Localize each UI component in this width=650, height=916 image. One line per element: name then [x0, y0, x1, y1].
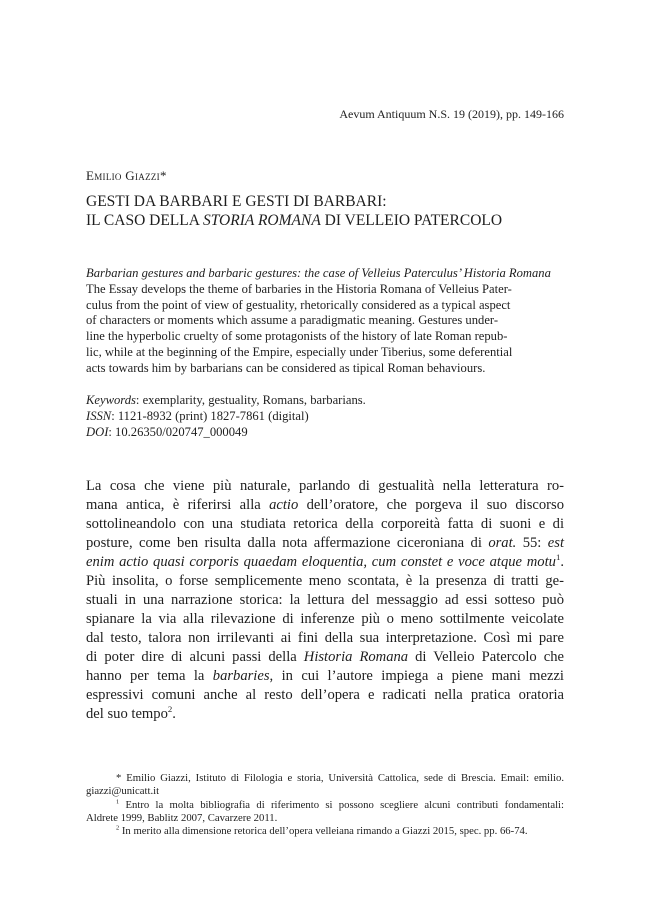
- text-run: .: [560, 554, 564, 570]
- text-run: posture, come ben risulta dalla nota affermazione ciceroniana di: [86, 535, 489, 551]
- issn-label: ISSN: [86, 408, 112, 423]
- footnote-ref-1[interactable]: 1: [555, 552, 561, 563]
- title-line-1: GESTI DA BARBARI E GESTI DI BARBARI:: [86, 193, 387, 210]
- footnote-1: [86, 799, 564, 812]
- doi-label: DOI: [86, 424, 109, 439]
- footnote-text: * Emilio Giazzi, Istituto di Filologia e storia, Università Cattolica, sede di Brescia. Email: emilio.: [116, 772, 564, 784]
- doi-value: : 10.26350/020747_000049: [108, 424, 248, 439]
- footnote-text: In merito alla dimensione retorica dell’opera velleiana rimando a Giazzi 2015, spec. pp. 66-74.: [119, 825, 528, 838]
- italic-quote: est: [547, 535, 564, 551]
- abstract-line: of characters or moments which assume a paradigmatic meaning. Gestures under-: [86, 313, 499, 328]
- body-line: dal testo, talora non irrilevanti ai fini della sua interpretazione. Così mi pare: [86, 630, 564, 646]
- title-line-2-italic: STORIA ROMANA: [202, 212, 321, 229]
- keywords-value: : exemplarity, gestuality, Romans, barbarians.: [135, 393, 366, 407]
- footnote-ref-2[interactable]: 2: [167, 704, 173, 715]
- abstract: [86, 266, 564, 377]
- text-run: , in cui l’autore impiega a piene mani mezzi: [269, 668, 564, 684]
- footnote-1-cont: Aldrete 1999, Bablitz 2007, Cavarzere 2011.: [86, 811, 278, 824]
- article-title: [86, 192, 566, 230]
- italic-term: orat.: [488, 535, 517, 551]
- keywords: [86, 393, 564, 409]
- doi: [86, 425, 564, 441]
- footnote-author-cont: giazzi@unicatt.it: [86, 785, 160, 798]
- text-run: di Velleio Patercolo che: [408, 649, 565, 665]
- abstract-line: culus from the point of view of gestuality, rhetorically considered as a typical aspect: [86, 297, 511, 312]
- title-line-2-post: DI VELLEIO PATERCOLO: [320, 212, 503, 229]
- text-run: del suo tempo: [86, 706, 168, 722]
- issn: [86, 409, 564, 425]
- text-run: .: [172, 706, 176, 722]
- footnote-text: Entro la molta bibliografia di riferimento si possono scegliere alcuni contributi fondamentali:: [119, 798, 564, 811]
- abstract-line: acts towards him by barbarians can be considered as tipical Roman behaviours.: [86, 360, 486, 375]
- body-line: [86, 705, 564, 724]
- body-paragraph: [86, 477, 564, 724]
- italic-title: Historia Romana: [303, 649, 409, 665]
- running-head: Aevum Antiquum N.S. 19 (2019), pp. 149-166: [339, 107, 564, 121]
- keywords-label: Keywords: [86, 393, 136, 407]
- body-line: [86, 667, 564, 686]
- footnote-mark: 1: [116, 798, 120, 806]
- body-line: [86, 553, 564, 572]
- body-line: stuali in una narrazione storica: la lettura del messaggio ad essi sotteso può: [86, 592, 564, 608]
- title-line-2-pre: IL CASO DELLA: [86, 212, 203, 229]
- abstract-line: line the hyperbolic cruelty of some protagonists of the history of late Roman repub-: [86, 329, 508, 344]
- body-line: spianare la via alla rilevazione di inferenze più o meno sottilmente veicolate: [86, 611, 564, 627]
- footnote-mark: 2: [116, 824, 120, 832]
- body-line: [86, 534, 564, 553]
- footnote-author: [86, 772, 564, 785]
- italic-term: barbaries: [212, 668, 270, 684]
- body-line: [86, 648, 564, 667]
- body-line: sottolineandolo con una studiata retorica della corporeità fatta di suoni e di: [86, 516, 564, 532]
- body-line: [86, 496, 564, 515]
- footnote-2: [86, 825, 564, 838]
- body-line: espressivi comuni anche al resto dell’opera e radicati nella pratica oratoria: [86, 687, 564, 703]
- italic-term: actio: [269, 497, 299, 513]
- author-footnote-mark: *: [159, 168, 167, 183]
- body-line: La cosa che viene più naturale, parlando di gestualità nella letteratura ro-: [86, 478, 564, 494]
- abstract-line: The Essay develops the theme of barbaries in the Historia Romana of Velleius Pater-: [86, 281, 512, 296]
- title-line-2: [86, 211, 566, 230]
- text-run: di poter dire di alcuni passi della: [86, 649, 304, 665]
- footnotes: [86, 772, 564, 838]
- text-run: 55:: [516, 535, 548, 551]
- issn-value: : 1121-8932 (print) 1827-7861 (digital): [111, 408, 309, 423]
- author-name: [86, 168, 167, 184]
- body-line: Più insolita, o forse semplicemente meno scontata, è la presenza di tratti ge-: [86, 573, 564, 589]
- italic-quote: enim actio quasi corporis quaedam eloquentia, cum constet e voce atque motu: [86, 554, 556, 570]
- text-run: dell’oratore, che porgeva il suo discorso: [298, 497, 565, 513]
- author-name-text: Emilio Giazzi: [86, 168, 160, 183]
- text-run: mana antica, è riferirsi alla: [86, 497, 270, 513]
- abstract-heading: Barbarian gestures and barbaric gestures: the case of Velleius Paterculus’ Historia Romana: [86, 266, 551, 280]
- article-metadata: [86, 393, 564, 440]
- text-run: hanno per tema la: [86, 668, 213, 684]
- abstract-line: lic, while at the beginning of the Empire, especially under Tiberius, some deferential: [86, 344, 513, 359]
